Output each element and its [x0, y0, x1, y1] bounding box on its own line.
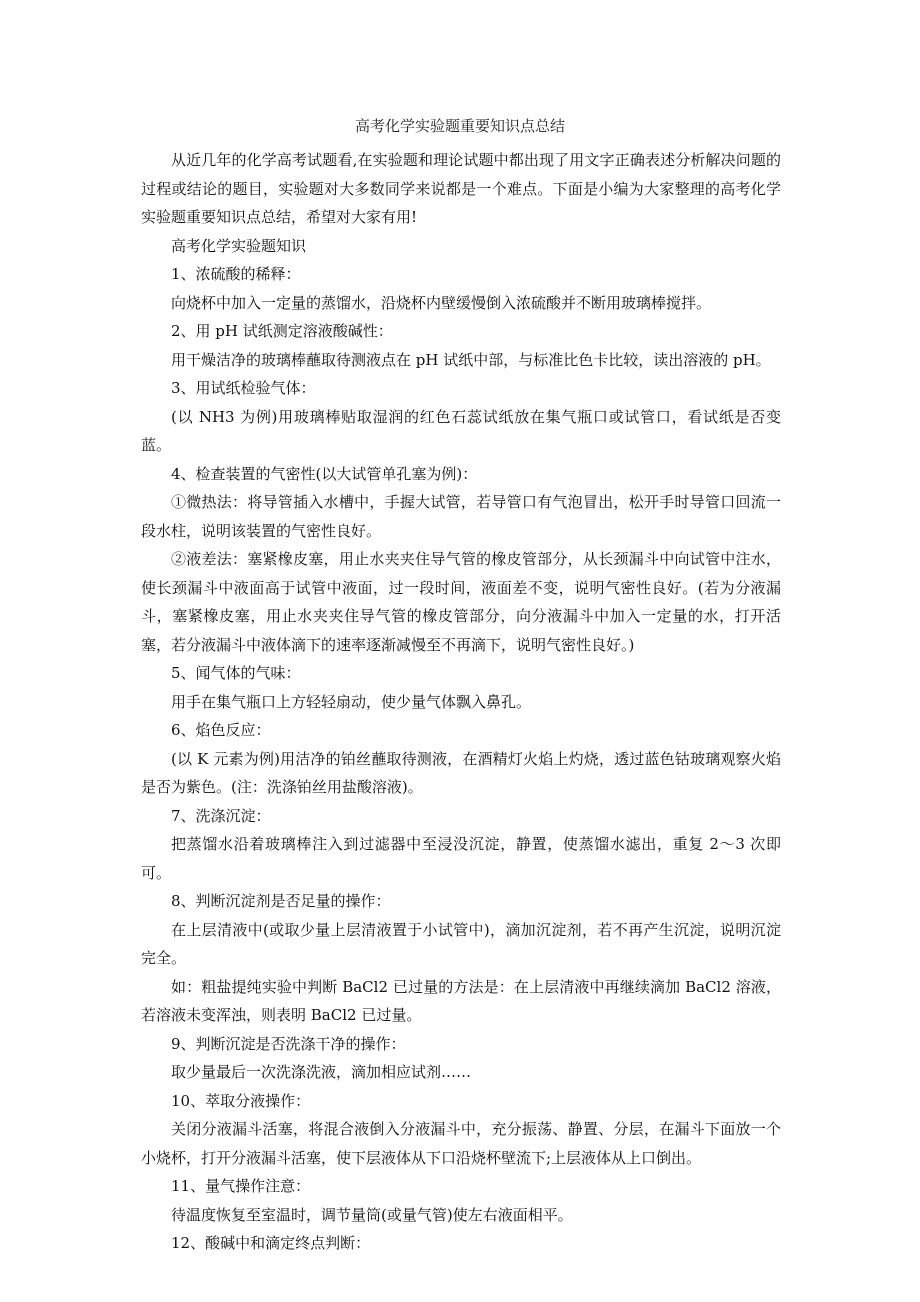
- document-body: [141, 146, 781, 1258]
- item-text-5: 用手在集气瓶口上方轻轻扇动，使少量气体飘入鼻孔。: [171, 692, 532, 711]
- item-text-11: 待温度恢复至室温时，调节量筒(或量气管)使左右液面相平。: [171, 1205, 573, 1224]
- item-heading-6: 6、焰色反应：: [171, 721, 271, 739]
- item-heading-11: 11、量气操作注意：: [171, 1177, 311, 1195]
- item-heading-1: 1、浓硫酸的稀释：: [171, 265, 301, 283]
- item-text-8b: 如：粗盐提纯实验中判断 BaCl2 已过量的方法是：在上层清液中再继续滴加 BaCl2 溶液，若溶液未变浑浊，则表明 BaCl2 已过量。: [141, 977, 781, 1024]
- item-heading-9: 9、判断沉淀是否洗涤干净的操作：: [171, 1034, 406, 1053]
- item-heading-5: 5、闻气体的气味：: [171, 664, 301, 682]
- item-heading-10: 10、萃取分液操作：: [171, 1091, 311, 1110]
- item-text-7: 把蒸馏水沿着玻璃棒注入到过滤器中至浸没沉淀，静置，使蒸馏水滤出，重复 2～3 次即可。: [141, 835, 781, 882]
- item-text-4b: ②液差法：塞紧橡皮塞，用止水夹夹住导气管的橡皮管部分，从长颈漏斗中向试管中注水，使长颈漏斗中液面高于试管中液面，过一段时间，液面差不变，说明气密性良好。(若为分液漏斗，塞紧橡皮塞，用止水夹夹住导气管的橡皮管部分，向分液漏斗中加入一定量的水，打开活塞，若分液漏斗中液体滴下的速率逐渐减慢至不再滴下，说明气密性良好。): [141, 550, 781, 654]
- item-text-9: 取少量最后一次洗涤洗液，滴加相应试剂……: [171, 1063, 472, 1081]
- item-text-3: (以 NH3 为例)用玻璃棒贴取湿润的红色石蕊试纸放在集气瓶口或试管口，看试纸是否变蓝。: [141, 407, 781, 454]
- item-text-8a: 在上层清液中(或取少量上层清液置于小试管中)，滴加沉淀剂，若不再产生沉淀，说明沉淀完全。: [141, 920, 781, 967]
- item-text-10: 关闭分液漏斗活塞，将混合液倒入分液漏斗中，充分振荡、静置、分层，在漏斗下面放一个小烧杯，打开分液漏斗活塞，使下层液体从下口沿烧杯壁流下;上层液体从上口倒出。: [141, 1120, 781, 1167]
- item-text-2: 用干燥洁净的玻璃棒蘸取待测液点在 pH 试纸中部，与标准比色卡比较，读出溶液的 pH。: [171, 350, 771, 369]
- item-heading-7: 7、洗涤沉淀：: [171, 806, 271, 825]
- item-text-1: 向烧杯中加入一定量的蒸馏水，沿烧杯内壁缓慢倒入浓硫酸并不断用玻璃棒搅拌。: [171, 293, 712, 312]
- document-title: 高考化学实验题重要知识点总结: [354, 117, 565, 135]
- item-heading-12: 12、酸碱中和滴定终点判断：: [171, 1234, 371, 1252]
- section-heading: 高考化学实验题知识: [171, 236, 307, 255]
- item-heading-3: 3、用试纸检验气体：: [171, 379, 316, 397]
- item-heading-4: 4、检查装置的气密性(以大试管单孔塞为例)：: [171, 464, 478, 483]
- item-heading-2: 2、用 pH 试纸测定溶液酸碱性：: [171, 322, 393, 340]
- item-heading-8: 8、判断沉淀剂是否足量的操作：: [171, 892, 391, 910]
- intro-paragraph: 从近几年的化学高考试题看,在实验题和理论试题中都出现了用文字正确表述分析解决问题的过程或结论的题目，实验题对大多数同学来说都是一个难点。下面是小编为大家整理的高考化学实验题重要知识点总结，希望对大家有用!: [141, 151, 781, 226]
- item-text-4a: ①微热法：将导管插入水槽中，手握大试管，若导管口有气泡冒出，松开手时导管口回流一段水柱，说明该装置的气密性良好。: [141, 493, 781, 540]
- item-text-6: (以 K 元素为例)用洁净的铂丝蘸取待测液，在酒精灯火焰上灼烧，透过蓝色钴玻璃观察火焰是否为紫色。(注：洗涤铂丝用盐酸溶液)。: [141, 749, 781, 796]
